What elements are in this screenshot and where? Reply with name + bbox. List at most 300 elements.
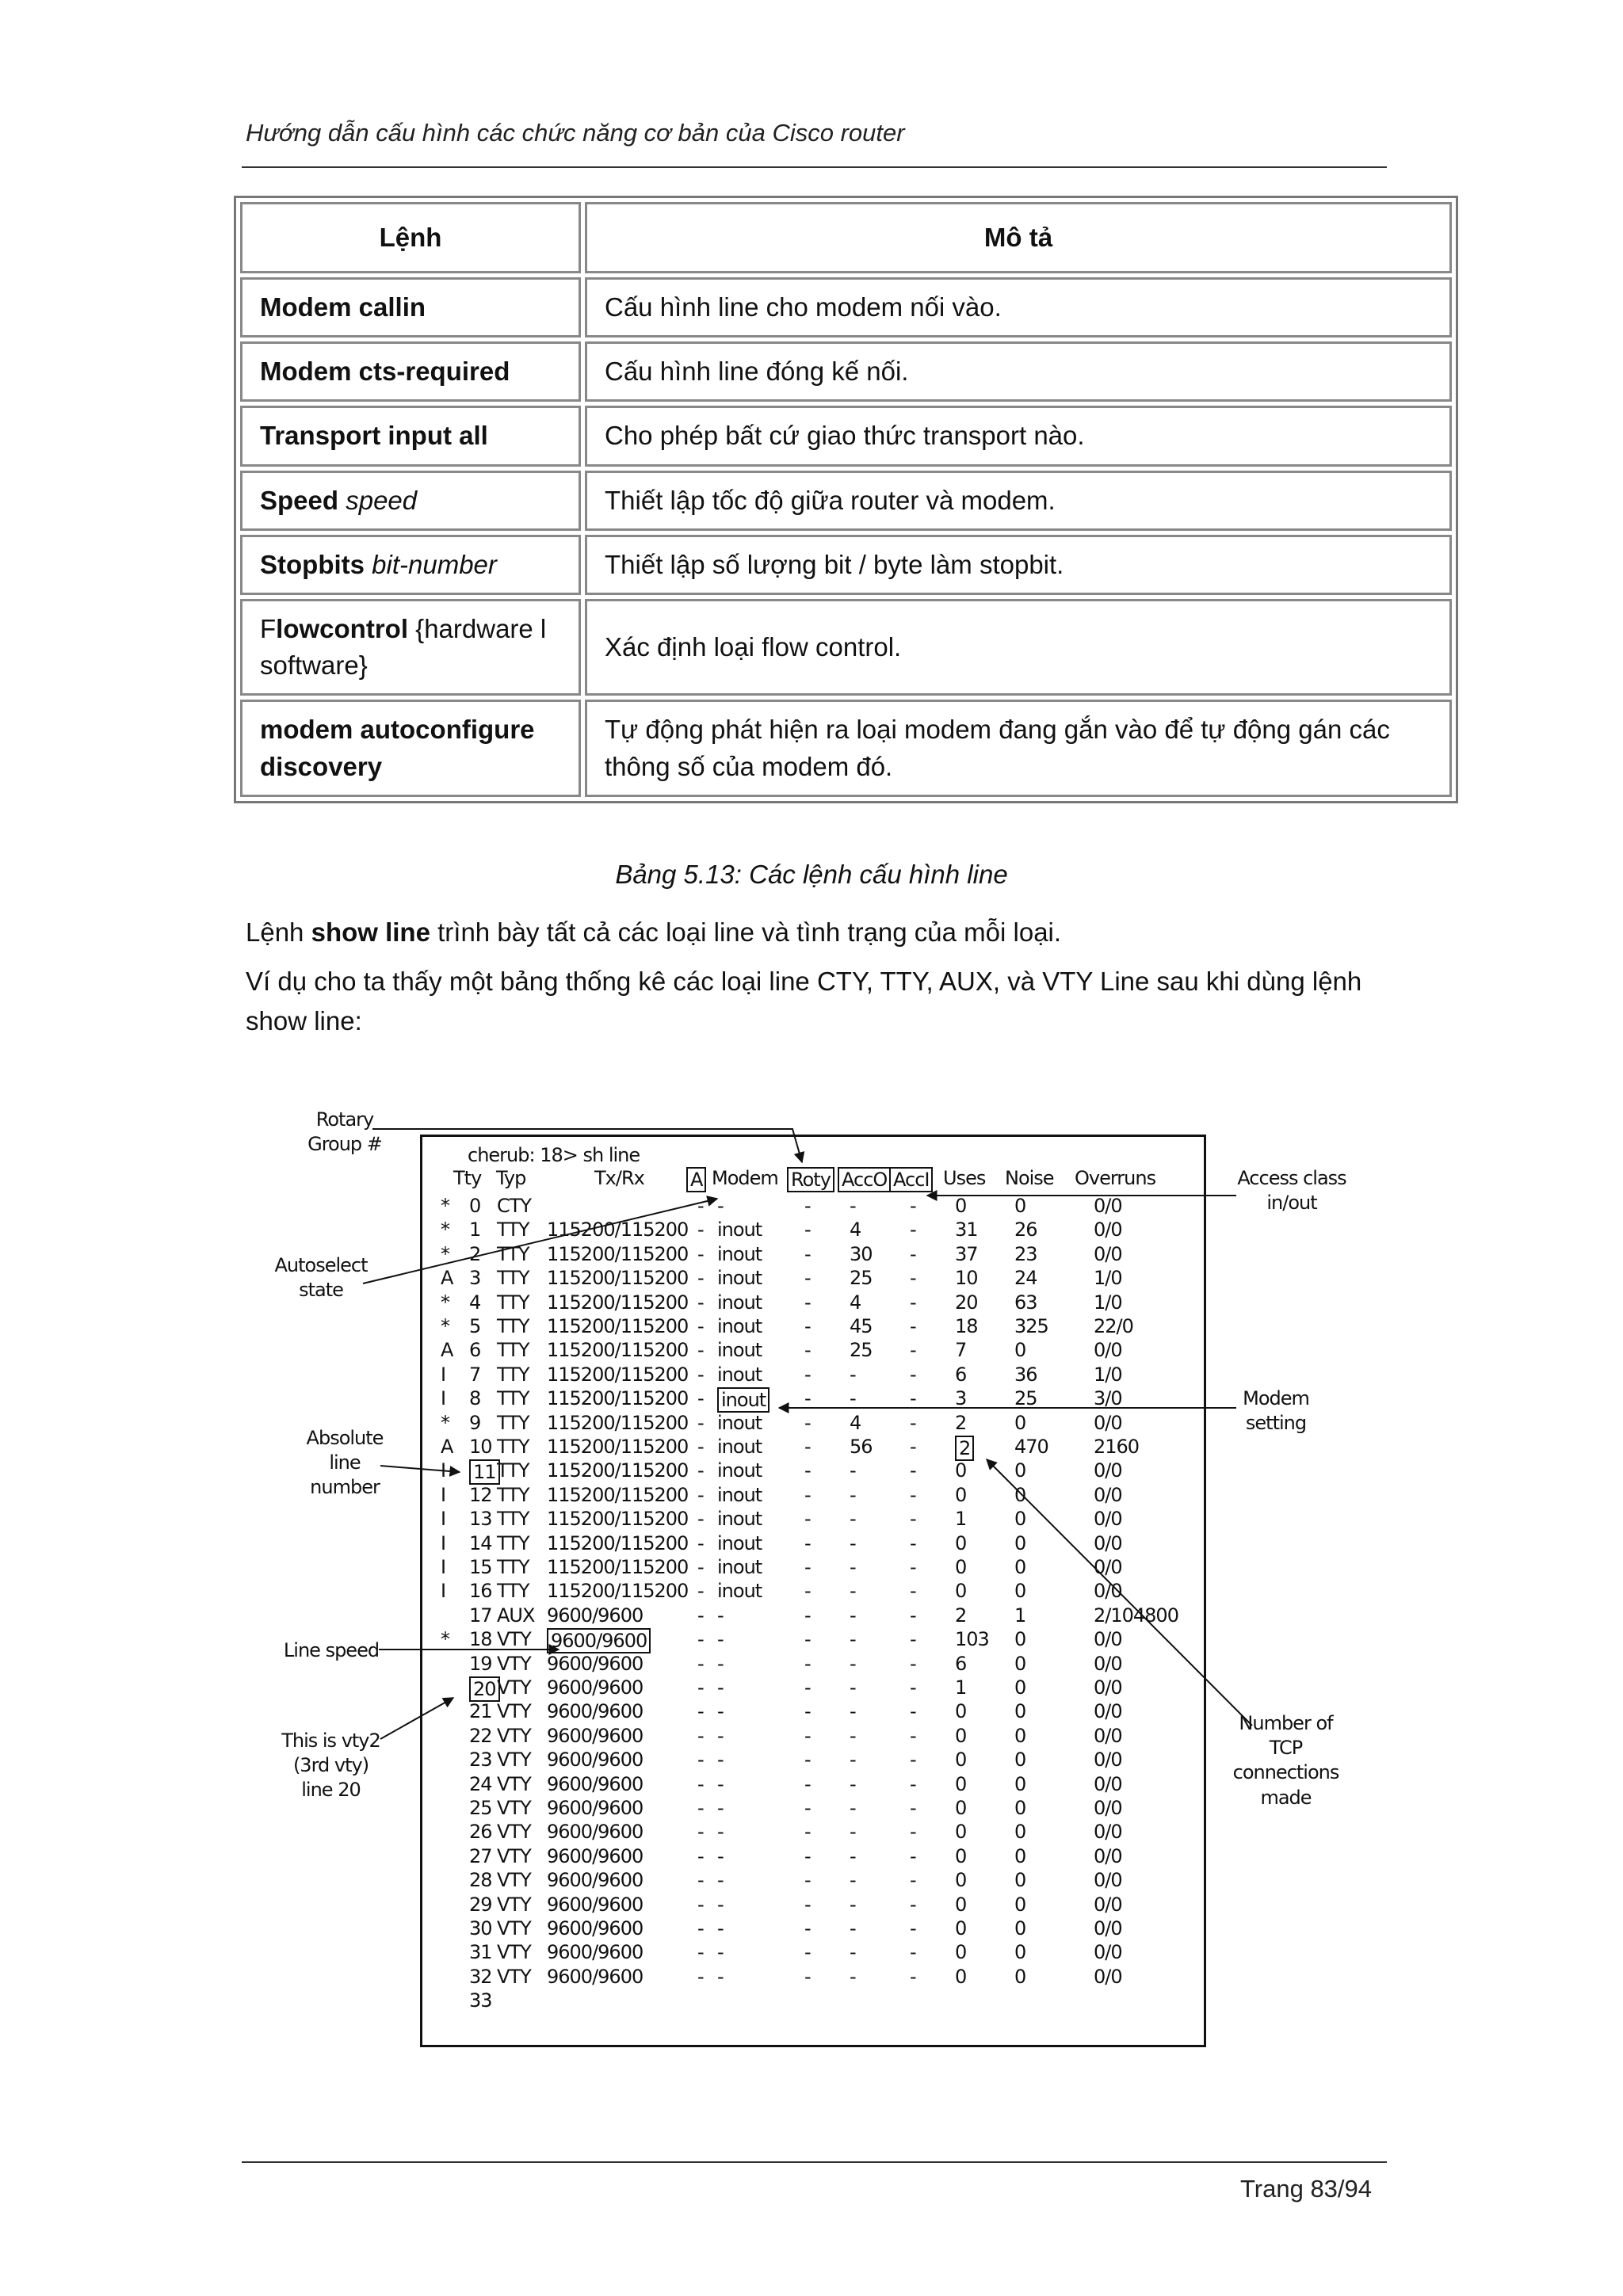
line-22-n: 22 (469, 1725, 492, 1747)
line-27-rate: 9600/9600 (547, 1845, 643, 1867)
line-6-a: - (697, 1339, 704, 1361)
line-16-noise: 0 (1014, 1580, 1026, 1602)
line-19-n: 19 (469, 1653, 492, 1675)
line-30-n: 30 (469, 1917, 492, 1939)
line-8-uses: 3 (955, 1387, 967, 1409)
line-10-m: A (441, 1436, 453, 1458)
line-1-roty: - (804, 1219, 811, 1241)
line-28-uses: 0 (955, 1869, 967, 1891)
line-24-typ: VTY (497, 1773, 531, 1795)
line-0-m: * (441, 1195, 449, 1217)
line-17-over: 2/104800 (1094, 1604, 1178, 1627)
col-a-header: A (686, 1167, 706, 1192)
line-18-m: * (441, 1628, 449, 1650)
line-5-roty: - (804, 1315, 811, 1337)
line-12-over: 0/0 (1094, 1484, 1122, 1506)
line-24-rate: 9600/9600 (547, 1773, 643, 1795)
line-3-acci: - (910, 1267, 916, 1289)
line-10-acco: 56 (850, 1436, 873, 1458)
line-4-a: - (697, 1291, 704, 1314)
line-31-noise: 0 (1014, 1941, 1026, 1963)
line-21-noise: 0 (1014, 1700, 1026, 1722)
line-28-a: - (697, 1869, 704, 1891)
line-16-roty: - (804, 1580, 811, 1602)
line-18-acco: - (850, 1628, 856, 1650)
line-10-rate: 115200/115200 (547, 1436, 689, 1458)
line-21-over: 0/0 (1094, 1700, 1122, 1722)
line-26-rate: 9600/9600 (547, 1821, 643, 1843)
line-24-a: - (697, 1773, 704, 1795)
line-9-noise: 0 (1014, 1412, 1026, 1434)
line-1-modem: inout (717, 1219, 762, 1241)
line-19-roty: - (804, 1653, 811, 1675)
line-21-uses: 0 (955, 1700, 967, 1722)
line-12-a: - (697, 1484, 704, 1506)
line-23-acci: - (910, 1749, 916, 1771)
table-row (240, 599, 1452, 696)
line-10-acci: - (910, 1436, 916, 1458)
line-23-uses: 0 (955, 1749, 967, 1771)
line-13-uses: 1 (955, 1508, 967, 1530)
line-15-m: I (441, 1556, 446, 1578)
line-27-typ: VTY (497, 1845, 531, 1867)
line-7-n: 7 (469, 1363, 481, 1386)
line-14-noise: 0 (1014, 1532, 1026, 1554)
line-28-typ: VTY (497, 1869, 531, 1891)
line-4-typ: TTY (497, 1291, 529, 1314)
line-1-m: * (441, 1219, 449, 1241)
command-keyword: lowcontrol (276, 613, 408, 643)
line-10-noise: 470 (1014, 1436, 1048, 1458)
line-9-uses: 2 (955, 1412, 967, 1434)
line-3-a: - (697, 1267, 704, 1289)
para1-after: trình bày tất cả các loại line và tình trạng của mỗi loại. (430, 917, 1062, 947)
line-7-m: I (441, 1363, 446, 1386)
line-21-modem: - (717, 1700, 724, 1722)
line-14-typ: TTY (497, 1532, 529, 1554)
line-32-roty: - (804, 1966, 811, 1988)
line-28-acci: - (910, 1869, 916, 1891)
line-5-typ: TTY (497, 1315, 529, 1337)
annotation-access: Access class in/out (1237, 1167, 1346, 1215)
line-10-over: 2160 (1094, 1436, 1140, 1458)
line-11-roty: - (804, 1459, 811, 1482)
line-24-noise: 0 (1014, 1773, 1026, 1795)
line-29-a: - (697, 1894, 704, 1916)
line-32-acci: - (910, 1966, 916, 1988)
line-27-roty: - (804, 1845, 811, 1867)
line-15-modem: inout (717, 1556, 762, 1578)
line-0-acci: - (910, 1195, 916, 1217)
line-9-acco: 4 (850, 1412, 861, 1434)
line-2-over: 0/0 (1094, 1243, 1122, 1265)
line-27-a: - (697, 1845, 704, 1867)
command-options: {hardware l software} (260, 613, 547, 681)
line-2-a: - (697, 1243, 704, 1265)
paragraph-show-line (246, 913, 1387, 952)
show-line-figure (420, 1135, 1206, 2047)
command-keyword: Speed (260, 485, 339, 515)
line-29-acco: - (850, 1894, 856, 1916)
line-17-uses: 2 (955, 1604, 967, 1627)
line-1-n: 1 (469, 1219, 481, 1241)
line-13-rate: 115200/115200 (547, 1508, 689, 1530)
line-25-modem: - (717, 1797, 724, 1819)
col-typ-header: Typ (496, 1167, 526, 1189)
line-10-modem: inout (717, 1436, 762, 1458)
line-13-a: - (697, 1508, 704, 1530)
annotation-linespeed: Line speed (283, 1639, 380, 1661)
line-1-over: 0/0 (1094, 1219, 1122, 1241)
line-25-uses: 0 (955, 1797, 967, 1819)
line-1-a: - (697, 1219, 704, 1241)
line-24-modem: - (717, 1773, 724, 1795)
line-29-over: 0/0 (1094, 1894, 1122, 1916)
line-9-a: - (697, 1412, 704, 1434)
annotation-modemset: Modem setting (1243, 1387, 1309, 1435)
line-4-n: 4 (469, 1291, 481, 1314)
line-18-acci: - (910, 1628, 916, 1650)
line-26-modem: - (717, 1821, 724, 1843)
line-5-acco: 45 (850, 1315, 873, 1337)
col-roty-header: Roty (787, 1167, 834, 1192)
line-23-rate: 9600/9600 (547, 1749, 643, 1771)
table-row (240, 277, 1452, 338)
line-26-acci: - (910, 1821, 916, 1843)
line-9-m: * (441, 1412, 449, 1434)
line-8-acci: - (910, 1387, 916, 1409)
line-21-acco: - (850, 1700, 856, 1722)
line-0-modem: - (717, 1195, 724, 1217)
line-31-over: 0/0 (1094, 1941, 1122, 1963)
line-15-acci: - (910, 1556, 916, 1578)
line-26-n: 26 (469, 1821, 492, 1843)
line-31-n: 31 (469, 1941, 492, 1963)
line-11-m: I (441, 1459, 446, 1482)
line-4-over: 1/0 (1094, 1291, 1122, 1314)
line-23-modem: - (717, 1749, 724, 1771)
line-11-acco: - (850, 1459, 856, 1482)
line-12-roty: - (804, 1484, 811, 1506)
line-1-acci: - (910, 1219, 916, 1241)
line-30-rate: 9600/9600 (547, 1917, 643, 1939)
command-cell (240, 700, 581, 796)
col-overruns-header: Overruns (1075, 1167, 1156, 1189)
line-14-acco: - (850, 1532, 856, 1554)
line-10-n: 10 (469, 1436, 492, 1458)
line-7-uses: 6 (955, 1363, 967, 1386)
line-12-typ: TTY (497, 1484, 529, 1506)
line-16-typ: TTY (497, 1580, 529, 1602)
line-1-acco: 4 (850, 1219, 861, 1241)
table-row (240, 471, 1452, 531)
line-16-rate: 115200/115200 (547, 1580, 689, 1602)
description-cell: Cấu hình line cho modem nối vào. (585, 277, 1452, 338)
line-19-acco: - (850, 1653, 856, 1675)
line-25-acci: - (910, 1797, 916, 1819)
line-26-a: - (697, 1821, 704, 1843)
line-23-a: - (697, 1749, 704, 1771)
command-keyword: Stopbits (260, 549, 365, 579)
line-6-acci: - (910, 1339, 916, 1361)
line-5-n: 5 (469, 1315, 481, 1337)
line-9-typ: TTY (497, 1412, 529, 1434)
line-16-modem: inout (717, 1580, 762, 1602)
line-25-rate: 9600/9600 (547, 1797, 643, 1819)
annotation-autoselect: Autoselect state (274, 1254, 368, 1302)
line-18-rate: 9600/9600 (547, 1628, 651, 1653)
line-9-over: 0/0 (1094, 1412, 1122, 1434)
line-3-acco: 25 (850, 1267, 873, 1289)
line-14-rate: 115200/115200 (547, 1532, 689, 1554)
line-6-noise: 0 (1014, 1339, 1026, 1361)
command-cell (240, 471, 581, 531)
line-11-modem: inout (717, 1459, 762, 1482)
line-21-a: - (697, 1700, 704, 1722)
line-30-a: - (697, 1917, 704, 1939)
line-8-rate: 115200/115200 (547, 1387, 689, 1409)
line-19-rate: 9600/9600 (547, 1653, 643, 1675)
line-15-roty: - (804, 1556, 811, 1578)
line-22-a: - (697, 1725, 704, 1747)
line-15-a: - (697, 1556, 704, 1578)
line-12-rate: 115200/115200 (547, 1484, 689, 1506)
line-20-typ: VTY (497, 1676, 531, 1699)
line-16-m: I (441, 1580, 446, 1602)
line-6-rate: 115200/115200 (547, 1339, 689, 1361)
line-32-modem: - (717, 1966, 724, 1988)
line-8-a: - (697, 1387, 704, 1409)
line-0-uses: 0 (955, 1195, 967, 1217)
line-10-a: - (697, 1436, 704, 1458)
line-18-roty: - (804, 1628, 811, 1650)
line-12-acco: - (850, 1484, 856, 1506)
line-0-n: 0 (469, 1195, 481, 1217)
terminal-prompt: cherub: 18> sh line (468, 1144, 640, 1166)
line-26-noise: 0 (1014, 1821, 1026, 1843)
line-15-rate: 115200/115200 (547, 1556, 689, 1578)
line-8-modem: inout (717, 1387, 769, 1413)
line-20-over: 0/0 (1094, 1676, 1122, 1699)
line-27-acci: - (910, 1845, 916, 1867)
line-22-modem: - (717, 1725, 724, 1747)
line-14-acci: - (910, 1532, 916, 1554)
line-7-roty: - (804, 1363, 811, 1386)
line-23-roty: - (804, 1749, 811, 1771)
line-13-noise: 0 (1014, 1508, 1026, 1530)
command-cell (240, 535, 581, 595)
line-31-acci: - (910, 1941, 916, 1963)
line-5-acci: - (910, 1315, 916, 1337)
line-30-modem: - (717, 1917, 724, 1939)
line-9-rate: 115200/115200 (547, 1412, 689, 1434)
table-header-row (240, 202, 1452, 273)
line-27-modem: - (717, 1845, 724, 1867)
line-3-modem: inout (717, 1267, 762, 1289)
line-3-typ: TTY (497, 1267, 529, 1289)
line-4-noise: 63 (1014, 1291, 1037, 1314)
command-keyword: Modem cts-required (260, 357, 510, 387)
line-22-acci: - (910, 1725, 916, 1747)
line-24-roty: - (804, 1773, 811, 1795)
line-23-n: 23 (469, 1749, 492, 1771)
line-7-typ: TTY (497, 1363, 529, 1386)
paragraph-example: Ví dụ cho ta thấy một bảng thống kê các loại line CTY, TTY, AUX, và VTY Line sau khi dùng lệnh show line: (246, 967, 1362, 1035)
line-4-roty: - (804, 1291, 811, 1314)
col-modem-header: Modem (712, 1167, 778, 1189)
line-7-acci: - (910, 1363, 916, 1386)
line-17-typ: AUX (497, 1604, 535, 1627)
line-16-acci: - (910, 1580, 916, 1602)
line-18-over: 0/0 (1094, 1628, 1122, 1650)
line-13-over: 0/0 (1094, 1508, 1122, 1530)
line-21-typ: VTY (497, 1700, 531, 1722)
line-3-m: A (441, 1267, 453, 1289)
line-0-noise: 0 (1014, 1195, 1026, 1217)
line-29-rate: 9600/9600 (547, 1894, 643, 1916)
line-30-noise: 0 (1014, 1917, 1026, 1939)
line-9-acci: - (910, 1412, 916, 1434)
line-28-roty: - (804, 1869, 811, 1891)
line-13-m: I (441, 1508, 446, 1530)
line-23-acco: - (850, 1749, 856, 1771)
line-6-acco: 25 (850, 1339, 873, 1361)
line-28-rate: 9600/9600 (547, 1869, 643, 1891)
line-15-typ: TTY (497, 1556, 529, 1578)
line-12-noise: 0 (1014, 1484, 1026, 1506)
description-cell: Cho phép bất cứ giao thức transport nào. (585, 406, 1452, 466)
line-24-acco: - (850, 1773, 856, 1795)
annotation-absolute: Absolute line number (306, 1427, 384, 1499)
line-0-a: - (697, 1195, 704, 1217)
line-20-a: - (697, 1676, 704, 1699)
line-23-typ: VTY (497, 1749, 531, 1771)
line-31-uses: 0 (955, 1941, 967, 1963)
line-27-over: 0/0 (1094, 1845, 1122, 1867)
line-29-acci: - (910, 1894, 916, 1916)
running-header: Hướng dẫn cấu hình các chức năng cơ bản của Cisco router (246, 119, 905, 147)
line-27-acco: - (850, 1845, 856, 1867)
line-2-uses: 37 (955, 1243, 978, 1265)
commands-table (234, 196, 1458, 803)
line-26-typ: VTY (497, 1821, 531, 1843)
line-14-modem: inout (717, 1532, 762, 1554)
line-16-acco: - (850, 1580, 856, 1602)
line-29-typ: VTY (497, 1894, 531, 1916)
line-30-roty: - (804, 1917, 811, 1939)
line-26-roty: - (804, 1821, 811, 1843)
header-description: Mô tả (585, 202, 1452, 273)
line-20-acci: - (910, 1676, 916, 1699)
line-2-acci: - (910, 1243, 916, 1265)
line-1-typ: TTY (497, 1219, 529, 1241)
line-17-noise: 1 (1014, 1604, 1026, 1627)
line-0-over: 0/0 (1094, 1195, 1122, 1217)
line-21-acci: - (910, 1700, 916, 1722)
col-txrx-header: Tx/Rx (594, 1167, 644, 1189)
line-17-acco: - (850, 1604, 856, 1627)
line-2-n: 2 (469, 1243, 481, 1265)
line-29-uses: 0 (955, 1894, 967, 1916)
annotation-rotary: Rotary Group # (307, 1108, 382, 1156)
line-27-noise: 0 (1014, 1845, 1026, 1867)
line-25-over: 0/0 (1094, 1797, 1122, 1819)
line-0-roty: - (804, 1195, 811, 1217)
line-33-n: 33 (469, 1989, 492, 2012)
line-32-rate: 9600/9600 (547, 1966, 643, 1988)
line-19-acci: - (910, 1653, 916, 1675)
line-27-n: 27 (469, 1845, 492, 1867)
line-18-modem: - (717, 1628, 724, 1650)
line-4-uses: 20 (955, 1291, 978, 1314)
line-29-roty: - (804, 1894, 811, 1916)
line-18-uses: 103 (955, 1628, 989, 1650)
line-22-over: 0/0 (1094, 1725, 1122, 1747)
line-2-rate: 115200/115200 (547, 1243, 689, 1265)
line-14-uses: 0 (955, 1532, 967, 1554)
table-row (240, 341, 1452, 402)
line-14-a: - (697, 1532, 704, 1554)
line-15-over: 0/0 (1094, 1556, 1122, 1578)
line-4-acco: 4 (850, 1291, 861, 1314)
line-22-roty: - (804, 1725, 811, 1747)
line-32-noise: 0 (1014, 1966, 1026, 1988)
line-18-a: - (697, 1628, 704, 1650)
line-2-roty: - (804, 1243, 811, 1265)
command-argument: speed (346, 485, 418, 515)
line-24-acci: - (910, 1773, 916, 1795)
header-command: Lệnh (240, 202, 581, 273)
line-28-over: 0/0 (1094, 1869, 1122, 1891)
line-32-n: 32 (469, 1966, 492, 1988)
line-25-n: 25 (469, 1797, 492, 1819)
line-11-a: - (697, 1459, 704, 1482)
line-17-a: - (697, 1604, 704, 1627)
line-17-acci: - (910, 1604, 916, 1627)
line-15-n: 15 (469, 1556, 492, 1578)
line-7-noise: 36 (1014, 1363, 1037, 1386)
line-4-rate: 115200/115200 (547, 1291, 689, 1314)
line-14-roty: - (804, 1532, 811, 1554)
line-32-over: 0/0 (1094, 1966, 1122, 1988)
line-13-n: 13 (469, 1508, 492, 1530)
line-24-uses: 0 (955, 1773, 967, 1795)
command-keyword: Modem callin (260, 292, 426, 322)
line-28-acco: - (850, 1869, 856, 1891)
line-1-noise: 26 (1014, 1219, 1037, 1241)
line-30-typ: VTY (497, 1917, 531, 1939)
line-3-over: 1/0 (1094, 1267, 1122, 1289)
line-7-a: - (697, 1363, 704, 1386)
command-cell (240, 341, 581, 402)
line-17-rate: 9600/9600 (547, 1604, 643, 1627)
line-8-over: 3/0 (1094, 1387, 1122, 1409)
command-prefix: F (260, 613, 277, 643)
line-19-over: 0/0 (1094, 1653, 1122, 1675)
line-15-uses: 0 (955, 1556, 967, 1578)
line-14-over: 0/0 (1094, 1532, 1122, 1554)
line-16-n: 16 (469, 1580, 492, 1602)
line-28-noise: 0 (1014, 1869, 1026, 1891)
col-acci-header: AccI (889, 1167, 933, 1192)
line-23-over: 0/0 (1094, 1749, 1122, 1771)
para1-bold: show line (311, 917, 430, 947)
line-20-roty: - (804, 1676, 811, 1699)
line-20-n: 20 (469, 1676, 500, 1702)
line-6-modem: inout (717, 1339, 762, 1361)
line-30-acco: - (850, 1917, 856, 1939)
line-32-a: - (697, 1966, 704, 1988)
